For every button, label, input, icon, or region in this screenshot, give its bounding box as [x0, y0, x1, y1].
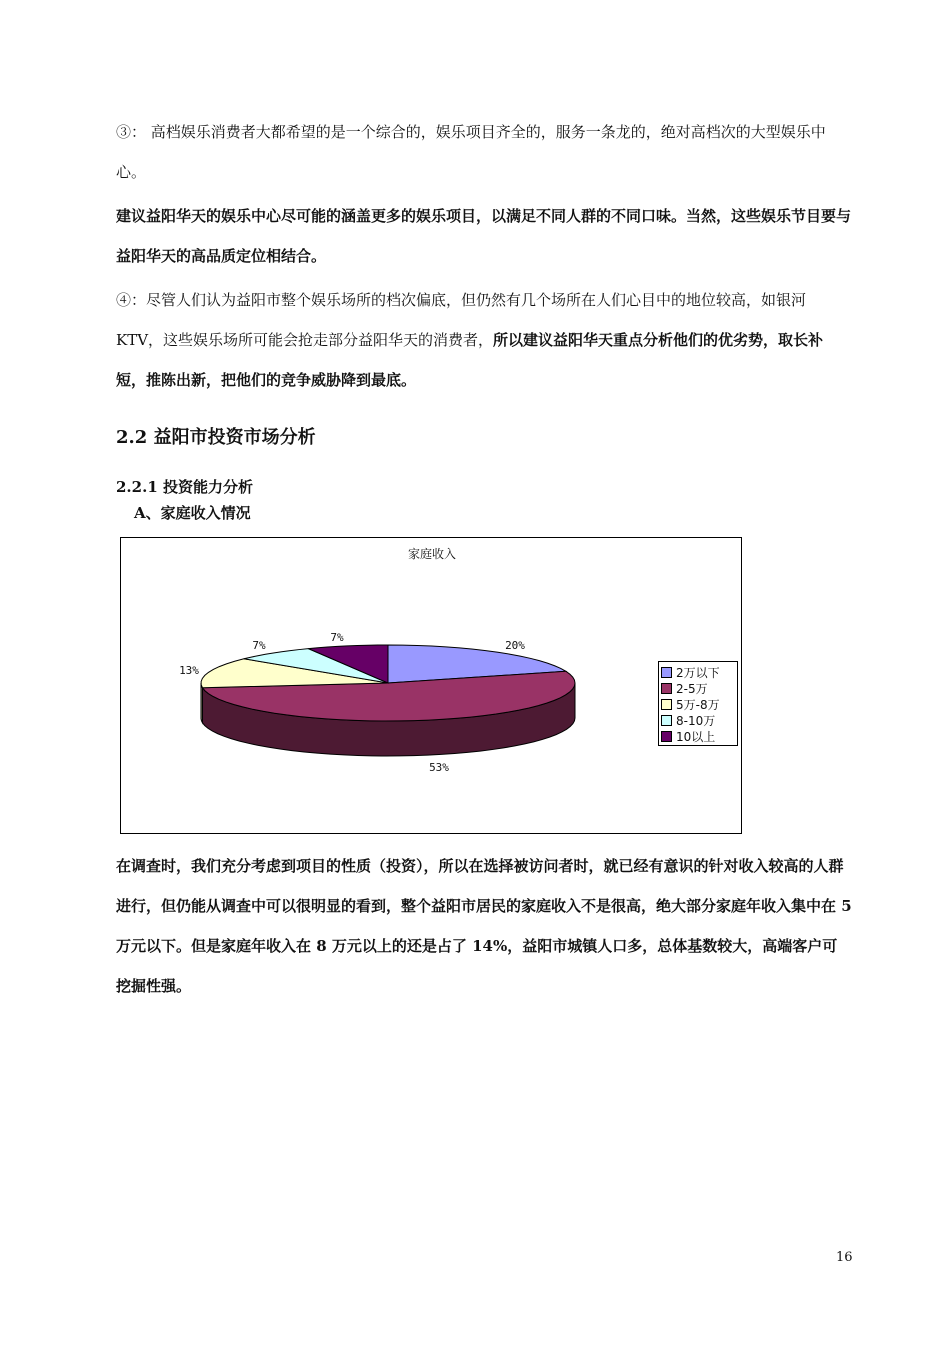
- legend-label: 2-5万: [676, 681, 708, 696]
- pie-slice-side: [201, 683, 202, 723]
- legend-item: [661, 728, 735, 744]
- legend-swatch: [661, 667, 672, 678]
- chart-title: 家庭收入: [407, 547, 457, 561]
- subsection-heading: 2.2.1 投资能力分析: [116, 478, 253, 496]
- pie-chart-svg: [121, 538, 741, 833]
- legend-swatch: [661, 699, 672, 710]
- paragraph-4-bold: 所以建议益阳华天重点分析他们的优劣势，取长补短，推陈出新，把他们的竞争威胁降到最底。: [116, 331, 824, 389]
- legend-swatch: [661, 683, 672, 694]
- paragraph-5: 在调查时，我们充分考虑到项目的性质（投资），所以在选择被访问者时，就已经有意识的针对收入较高的人群进行，但仍能从调查中可以很明显的看到，整个益阳市居民的家庭收入不是很高，绝大部分家庭年收入集中在 5 万元以下。但是家庭年收入在 8 万元以上的还是占了 14%，益阳市城镇人口多，总体基数较大，高端客户可挖掘性强。: [116, 857, 852, 995]
- legend-label: 8-10万: [676, 713, 716, 728]
- legend-item: [661, 664, 735, 680]
- paragraph-3b: 建议益阳华天的娱乐中心尽可能的涵盖更多的娱乐项目，以满足不同人群的不同口味。当然，这些娱乐节目要与益阳华天的高品质定位相结合。: [116, 207, 852, 265]
- page-number: 16: [836, 1250, 853, 1265]
- chart-legend: [658, 661, 738, 746]
- paragraph-4: [116, 280, 852, 400]
- legend-swatch: [661, 731, 672, 742]
- legend-label: 5万-8万: [676, 697, 720, 712]
- paragraph-3a: ③： 高档娱乐消费者大都希望的是一个综合的，娱乐项目齐全的，服务一条龙的，绝对高档次的大型娱乐中心。: [116, 123, 826, 181]
- data-label: 53%: [429, 761, 449, 774]
- legend-label: 2万以下: [676, 665, 720, 680]
- legend-item: [661, 712, 735, 728]
- paragraph-4-text: ④：尽管人们认为益阳市整个娱乐场所的档次偏底，但仍然有几个场所在人们心目中的地位较高，如银河 KTV，这些娱乐场所可能会抢走部分益阳华天的消费者，: [116, 291, 807, 349]
- data-label: 7%: [252, 639, 266, 652]
- pie-chart: [120, 537, 742, 834]
- legend-item: [661, 680, 735, 696]
- data-label: 20%: [505, 639, 525, 652]
- legend-label: 10以上: [676, 729, 716, 744]
- data-label: 7%: [330, 631, 344, 644]
- section-heading: 2.2 益阳市投资市场分析: [116, 427, 316, 448]
- data-label: 13%: [179, 664, 199, 677]
- legend-item: [661, 696, 735, 712]
- legend-swatch: [661, 715, 672, 726]
- chart-heading: A、家庭收入情况: [134, 504, 251, 522]
